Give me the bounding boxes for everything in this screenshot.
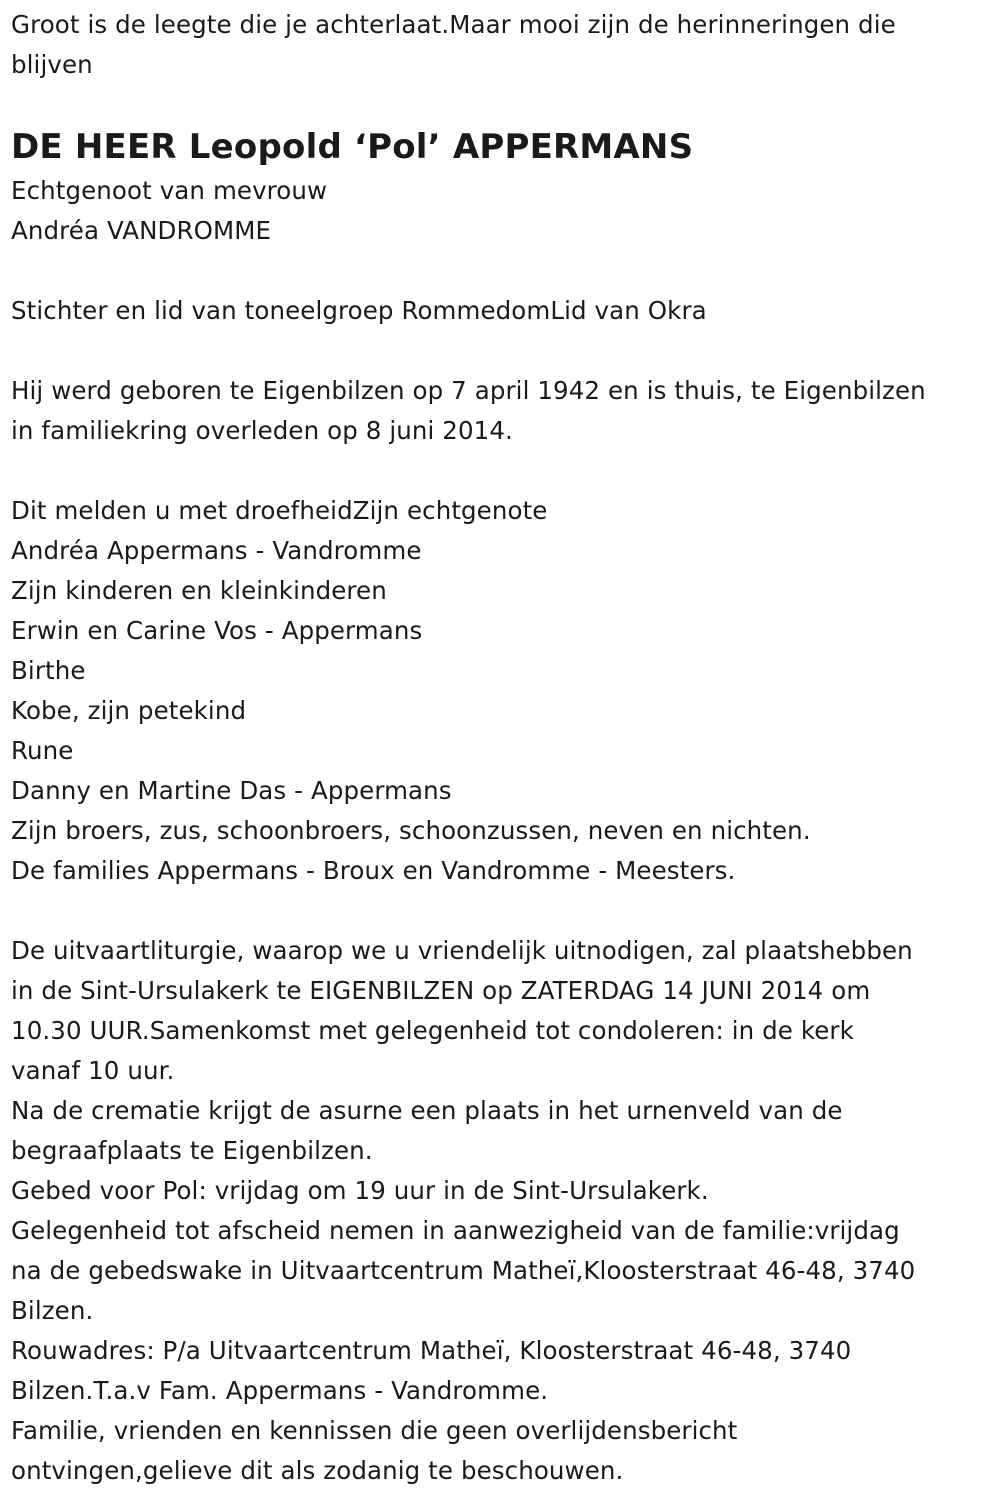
funeral-info-line: De uitvaartliturgie, waarop we u vriendelijk uitnodigen, zal plaatshebben — [11, 936, 913, 965]
funeral-info-line: in de Sint-Ursulakerk te EIGENBILZEN op ZATERDAG 14 JUNI 2014 om — [11, 976, 871, 1005]
funeral-info-line: begraafplaats te Eigenbilzen. — [11, 1136, 373, 1165]
birth-death-section — [11, 371, 991, 451]
family-line: Kobe, zijn petekind — [11, 696, 247, 725]
funeral-info-line: Bilzen. — [11, 1296, 94, 1325]
memorial-quote — [11, 5, 991, 85]
funeral-info-section — [11, 931, 991, 1491]
family-line: Rune — [11, 736, 74, 765]
quote-line: blijven — [11, 50, 93, 79]
membership-line: Stichter en lid van toneelgroep RommedomLid van Okra — [11, 296, 707, 325]
funeral-info-line: na de gebedswake in Uitvaartcentrum Matheï,Kloosterstraat 46-48, 3740 — [11, 1256, 916, 1285]
funeral-info-line: Gebed voor Pol: vrijdag om 19 uur in de Sint-Ursulakerk. — [11, 1176, 709, 1205]
family-line: Zijn broers, zus, schoonbroers, schoonzussen, neven en nichten. — [11, 816, 811, 845]
spouse-line: Andréa VANDROMME — [11, 216, 272, 245]
deceased-name: DE HEER Leopold ‘Pol’ APPERMANS — [11, 127, 694, 167]
birth-death-line: Hij werd geboren te Eigenbilzen op 7 april 1942 en is thuis, te Eigenbilzen — [11, 376, 926, 405]
funeral-info-line: vanaf 10 uur. — [11, 1056, 175, 1085]
spouse-section — [11, 171, 991, 251]
funeral-info-line: ontvingen,gelieve dit als zodanig te beschouwen. — [11, 1456, 624, 1485]
quote-line: Groot is de leegte die je achterlaat.Maar mooi zijn de herinneringen die — [11, 10, 896, 39]
family-line: De families Appermans - Broux en Vandromme - Meesters. — [11, 856, 736, 885]
spacer — [11, 451, 991, 491]
funeral-info-line: Gelegenheid tot afscheid nemen in aanwezigheid van de familie:vrijdag — [11, 1216, 900, 1245]
family-line: Danny en Martine Das - Appermans — [11, 776, 452, 805]
spouse-line: Echtgenoot van mevrouw — [11, 176, 328, 205]
family-line: Zijn kinderen en kleinkinderen — [11, 576, 387, 605]
funeral-info-line: Familie, vrienden en kennissen die geen overlijdensbericht — [11, 1416, 738, 1445]
funeral-info-line: Na de crematie krijgt de asurne een plaats in het urnenveld van de — [11, 1096, 843, 1125]
funeral-info-line: Rouwadres: P/a Uitvaartcentrum Matheï, Kloosterstraat 46-48, 3740 — [11, 1336, 852, 1365]
family-line: Andréa Appermans - Vandromme — [11, 536, 422, 565]
family-section — [11, 491, 991, 891]
obituary-notice — [11, 0, 991, 1491]
family-line: Erwin en Carine Vos - Appermans — [11, 616, 423, 645]
spacer — [11, 331, 991, 371]
funeral-info-line: Bilzen.T.a.v Fam. Appermans - Vandromme. — [11, 1376, 549, 1405]
spacer — [11, 891, 991, 931]
birth-death-line: in familiekring overleden op 8 juni 2014. — [11, 416, 513, 445]
spacer — [11, 251, 991, 291]
family-line: Dit melden u met droefheidZijn echtgenote — [11, 496, 548, 525]
funeral-info-line: 10.30 UUR.Samenkomst met gelegenheid tot condoleren: in de kerk — [11, 1016, 854, 1045]
family-line: Birthe — [11, 656, 86, 685]
